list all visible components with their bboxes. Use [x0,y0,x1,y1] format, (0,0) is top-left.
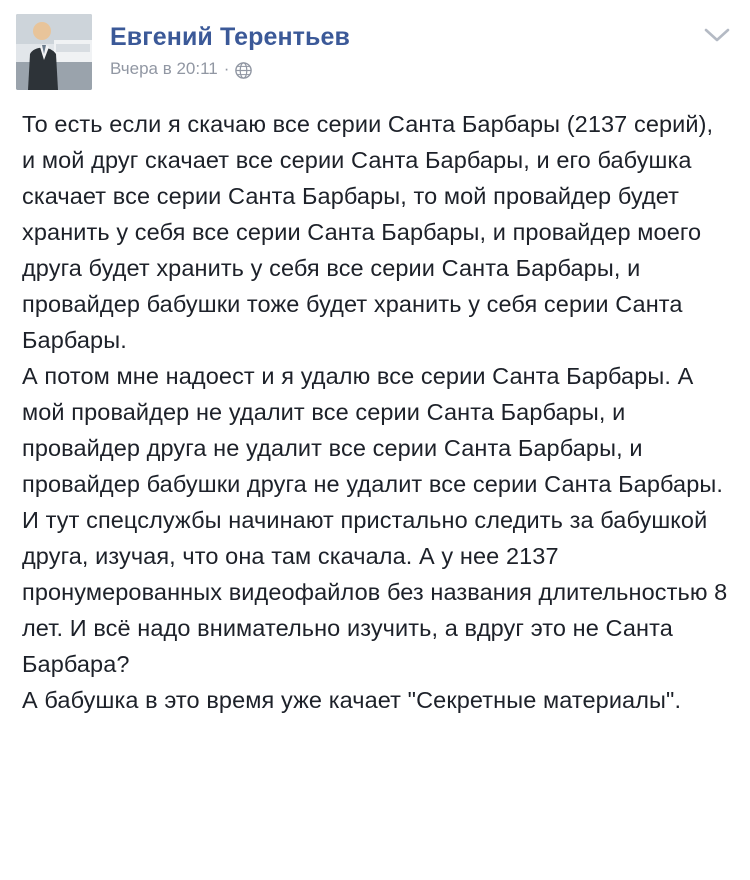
avatar[interactable] [16,14,92,90]
post-meta [110,59,734,79]
user-avatar-photo [16,14,92,90]
post-header-text [110,14,734,79]
post-paragraph: То есть если я скачаю все серии Санта Барбары (2137 серий), и мой друг скачает все серии Санта Барбары, и его бабушка скачает все серии Санта Барбары, то мой провайдер будет хранить у себя все серии Санта Барбары, и провайдер моего друга будет хранить у себя все серии Санта Барбары, и провайдер бабушки тоже будет хранить у себя серии Санта Барбары. [22,111,720,353]
chevron-down-icon[interactable] [702,24,732,46]
post-paragraph: А бабушка в это время уже качает "Секретные материалы". [22,687,682,713]
globe-icon[interactable] [235,62,252,79]
meta-separator: · [223,59,230,78]
author-name[interactable]: Евгений Терентьев [110,23,350,51]
post-paragraph: А потом мне надоест и я удалю все серии Санта Барбары. А мой провайдер не удалит все серии Санта Барбары, и провайдер друга не удалит все серии Санта Барбары, и провайдер бабушки друга не удалит все серии Санта Барбары. [22,363,723,497]
post-paragraph: И тут спецслужбы начинают пристально следить за бабушкой друга, изучая, что она там скачала. А у нее 2137 пронумерованных видеофайлов без названия длительностью 8 лет. И всё надо внимательно изучить, а вдруг это не Санта Барбара? [22,507,734,677]
post-body [0,96,750,718]
post-header [0,0,750,96]
post-timestamp[interactable]: Вчера в 20:11 [110,59,218,78]
